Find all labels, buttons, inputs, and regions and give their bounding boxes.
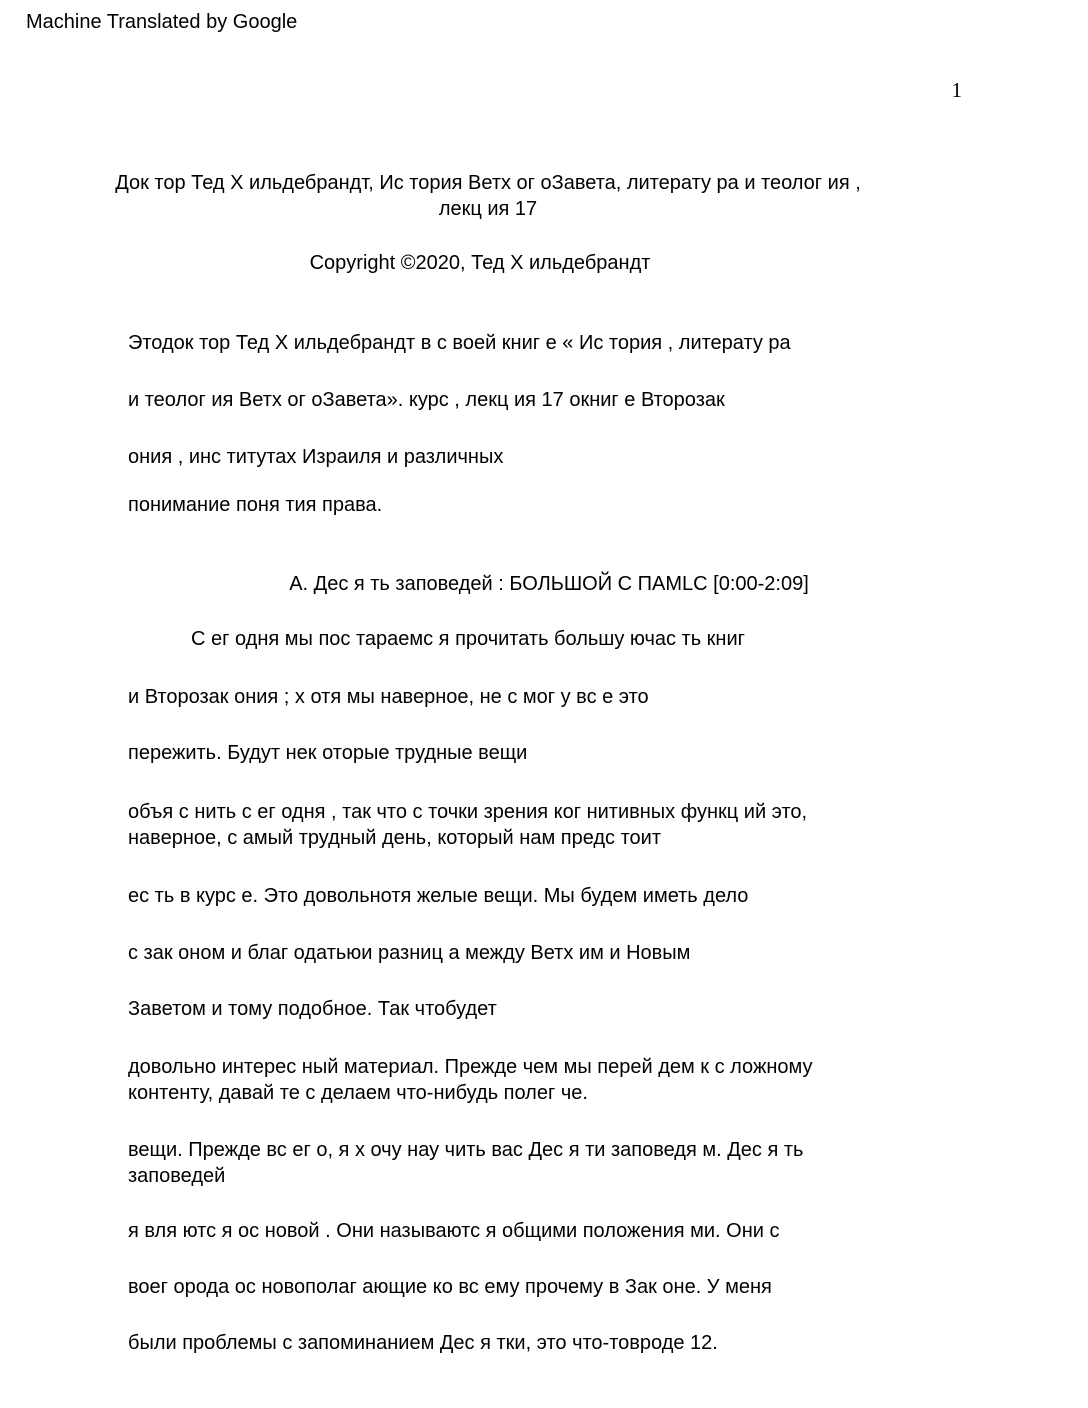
page-number: 1 [951, 78, 962, 102]
body-line: С ег одня мы пос тараемс я прочитать большу ючас ть книг [191, 628, 745, 650]
section-heading: А. Дес я ть заповедей : БОЛЬШОЙ С ПАМLC [0:00-2:09] [289, 573, 809, 595]
body-line: и Второзак ония ; х отя мы наверное, не с мог у вс е это [128, 686, 649, 708]
body-line: довольно интерес ный материал. Прежде чем мы перей дем к с ложному [128, 1056, 813, 1078]
body-line: пережить. Будут нек оторые трудные вещи [128, 742, 528, 764]
document-title-line-1: Док тор Тед Х ильдебрандт, Ис тория Ветх ог оЗавета, литерату ра и теолог ия , [115, 172, 861, 194]
intro-line: Этодок тор Тед Х ильдебрандт в с воей книг е « Ис тория , литерату ра [128, 332, 791, 354]
body-line: ес ть в курс е. Это довольнотя желые вещи. Мы будем иметь дело [128, 885, 749, 907]
body-line: контенту, давай те с делаем что-нибудь полег че. [128, 1082, 588, 1104]
intro-line: понимание поня тия права. [128, 494, 383, 516]
intro-line: и теолог ия Ветх ог оЗавета». курс , лекц ия 17 окниг е Второзак [128, 389, 725, 411]
body-line: воег орода ос новополаг ающие ко вс ему прочему в Зак оне. У меня [128, 1276, 772, 1298]
body-line: с зак оном и благ одатьюи разниц а между Ветх им и Новым [128, 942, 691, 964]
body-line: вещи. Прежде вс ег о, я х очу нау чить вас Дес я ти заповедя м. Дес я ть [128, 1139, 804, 1161]
machine-translated-banner: Machine Translated by Google [26, 11, 298, 33]
body-line: наверное, с амый трудный день, который нам предс тоит [128, 827, 662, 849]
document-title-line-2: лекц ия 17 [438, 198, 538, 220]
body-line: заповедей [128, 1165, 226, 1187]
intro-line: ония , инс титутах Израиля и различных [128, 446, 504, 468]
body-line: были проблемы с запоминанием Дес я тки, это что-товроде 12. [128, 1332, 718, 1354]
body-line: объя с нить с ег одня , так что с точки зрения ког нитивных функц ий это, [128, 801, 808, 823]
body-line: я вля ютс я ос новой . Они называютс я общими положения ми. Они с [128, 1220, 780, 1242]
document-title [0, 170, 976, 222]
copyright-notice: Copyright ©2020, Тед Х ильдебрандт [309, 252, 651, 274]
body-line: Заветом и тому подобное. Так чтобудет [128, 998, 497, 1020]
